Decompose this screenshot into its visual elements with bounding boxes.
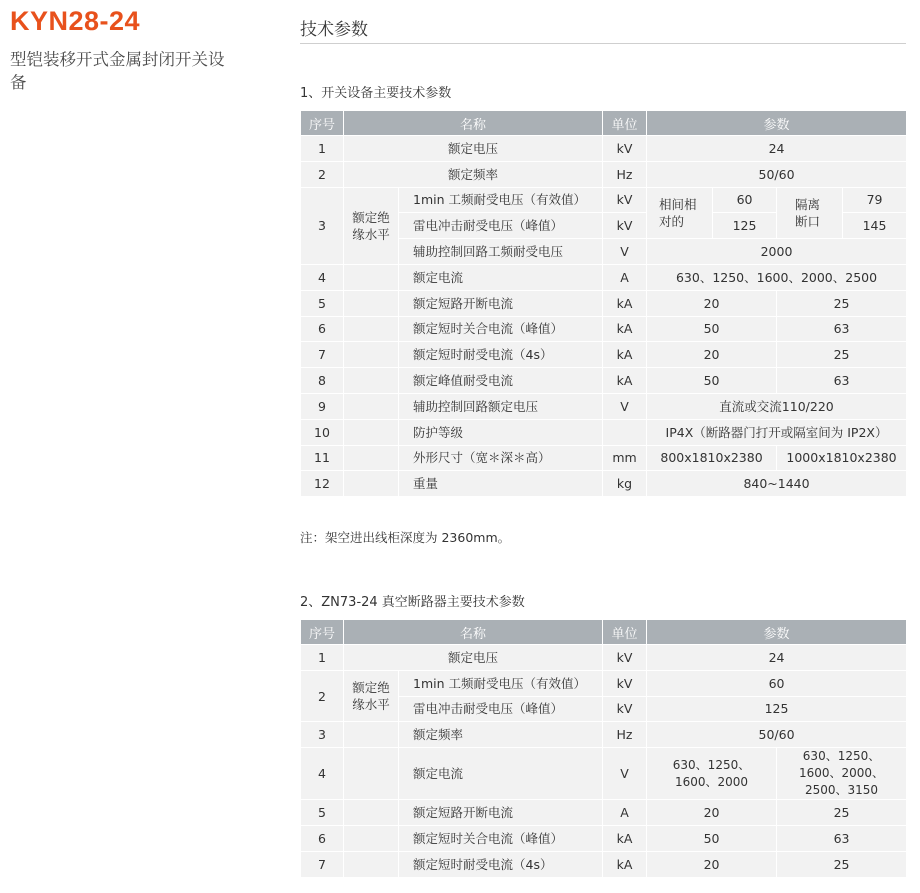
row-no: 9 — [301, 393, 344, 419]
row-no: 12 — [301, 471, 344, 497]
row-unit: kV — [603, 187, 647, 213]
row-value-2: 63 — [777, 316, 907, 342]
row-name: 1min 工频耐受电压（有效值） — [399, 670, 603, 696]
row-no: 2 — [301, 670, 344, 722]
row-value-2: 25 — [777, 290, 907, 316]
row-value-2: 25 — [777, 851, 907, 877]
header-value: 参数 — [647, 620, 907, 645]
row-name: 额定电压 — [344, 645, 603, 671]
header-value: 参数 — [647, 111, 907, 136]
row-name: 额定电流 — [399, 264, 603, 290]
row-name: 防护等级 — [399, 419, 603, 445]
row-value-2: 630、1250、1600、2000、2500、3150 — [777, 748, 907, 800]
row-name: 额定短路开断电流 — [399, 290, 603, 316]
row-name: 额定电压 — [344, 136, 603, 162]
table-row — [301, 264, 907, 290]
table-row — [301, 136, 907, 162]
row-name: 额定短时耐受电流（4s） — [399, 342, 603, 368]
row-name: 额定短时关合电流（峰值） — [399, 825, 603, 851]
product-name: 型铠装移开式金属封闭开关设备 — [10, 50, 225, 92]
title-divider — [300, 43, 906, 44]
row-name: 辅助控制回路工频耐受电压 — [399, 239, 603, 265]
row-name: 外形尺寸（宽＊深＊高） — [399, 445, 603, 471]
row-value-1: 20 — [647, 290, 777, 316]
row-name: 额定峰值耐受电流 — [399, 368, 603, 394]
row-unit: mm — [603, 445, 647, 471]
row-unit: kV — [603, 645, 647, 671]
table-row — [301, 368, 907, 394]
row-no: 5 — [301, 800, 344, 826]
row-unit: A — [603, 264, 647, 290]
phase-value: 125 — [713, 213, 777, 239]
row-no: 11 — [301, 445, 344, 471]
table-row — [301, 851, 907, 877]
phase-label: 相间相对的 — [647, 187, 713, 239]
table-row — [301, 670, 907, 696]
row-unit: kA — [603, 368, 647, 394]
row-no: 1 — [301, 136, 344, 162]
row-value-1: 20 — [647, 342, 777, 368]
table-row — [301, 393, 907, 419]
table-row — [301, 187, 907, 213]
table-row — [301, 290, 907, 316]
row-unit: kA — [603, 851, 647, 877]
breaker-spec-table — [300, 619, 907, 878]
row-value: IP4X（断路器门打开或隔室间为 IP2X） — [647, 419, 907, 445]
row-name: 额定电流 — [399, 748, 603, 800]
row-unit: V — [603, 748, 647, 800]
header-name: 名称 — [344, 111, 603, 136]
row-no: 8 — [301, 368, 344, 394]
header-no: 序号 — [301, 111, 344, 136]
row-value-1: 50 — [647, 825, 777, 851]
row-name: 额定短时关合电流（峰值） — [399, 316, 603, 342]
switchgear-spec-table — [300, 110, 907, 497]
row-value-2: 25 — [777, 342, 907, 368]
table-row — [301, 722, 907, 748]
header-unit: 单位 — [603, 111, 647, 136]
row-value-1: 630、1250、1600、2000 — [647, 748, 777, 800]
table-header-row — [301, 111, 907, 136]
table-row — [301, 316, 907, 342]
row-unit: Hz — [603, 722, 647, 748]
insulation-group-label: 额定绝缘水平 — [344, 670, 399, 722]
row-value-2: 63 — [777, 825, 907, 851]
row-unit: kA — [603, 825, 647, 851]
row-name: 雷电冲击耐受电压（峰值） — [399, 696, 603, 722]
row-unit — [603, 419, 647, 445]
row-no: 4 — [301, 748, 344, 800]
row-unit: V — [603, 239, 647, 265]
product-code: KYN28-24 — [10, 6, 141, 36]
row-name: 额定短时耐受电流（4s） — [399, 851, 603, 877]
table-row — [301, 161, 907, 187]
row-unit: kg — [603, 471, 647, 497]
row-value: 24 — [647, 645, 907, 671]
row-value-2: 25 — [777, 800, 907, 826]
row-unit: A — [603, 800, 647, 826]
row-value-2: 1000x1810x2380 — [777, 445, 907, 471]
table-row — [301, 825, 907, 851]
row-name: 1min 工频耐受电压（有效值） — [399, 187, 603, 213]
row-no: 6 — [301, 316, 344, 342]
row-value: 50/60 — [647, 722, 907, 748]
row-no: 6 — [301, 825, 344, 851]
header-no: 序号 — [301, 620, 344, 645]
row-name: 重量 — [399, 471, 603, 497]
header-unit: 单位 — [603, 620, 647, 645]
phase-value: 60 — [713, 187, 777, 213]
row-no: 2 — [301, 161, 344, 187]
table1-title: 1、开关设备主要技术参数 — [300, 86, 452, 101]
insulation-group-label: 额定绝缘水平 — [344, 187, 399, 264]
row-no: 3 — [301, 187, 344, 264]
row-value: 2000 — [647, 239, 907, 265]
row-name: 雷电冲击耐受电压（峰值） — [399, 213, 603, 239]
row-unit: kV — [603, 136, 647, 162]
row-name: 额定短路开断电流 — [399, 800, 603, 826]
row-value: 24 — [647, 136, 907, 162]
row-value-1: 50 — [647, 316, 777, 342]
isolation-value: 145 — [843, 213, 907, 239]
row-value: 50/60 — [647, 161, 907, 187]
table-row — [301, 471, 907, 497]
row-unit: kV — [603, 670, 647, 696]
table-row — [301, 748, 907, 800]
row-name: 额定频率 — [344, 161, 603, 187]
row-value: 60 — [647, 670, 907, 696]
row-unit: kA — [603, 342, 647, 368]
row-no: 10 — [301, 419, 344, 445]
row-unit: kV — [603, 213, 647, 239]
row-name: 辅助控制回路额定电压 — [399, 393, 603, 419]
row-no: 7 — [301, 851, 344, 877]
table-row — [301, 800, 907, 826]
table-row — [301, 445, 907, 471]
table1-note: 注：架空进出线柜深度为 2360mm。 — [300, 530, 511, 545]
row-value-2: 63 — [777, 368, 907, 394]
row-unit: kA — [603, 316, 647, 342]
table2-title: 2、ZN73-24 真空断路器主要技术参数 — [300, 595, 525, 610]
row-unit: Hz — [603, 161, 647, 187]
row-unit: V — [603, 393, 647, 419]
table-row — [301, 645, 907, 671]
row-unit: kA — [603, 290, 647, 316]
row-value-1: 50 — [647, 368, 777, 394]
table-header-row — [301, 620, 907, 645]
section-title: 技术参数 — [300, 20, 368, 40]
isolation-value: 79 — [843, 187, 907, 213]
row-value: 840~1440 — [647, 471, 907, 497]
row-no: 1 — [301, 645, 344, 671]
header-name: 名称 — [344, 620, 603, 645]
row-value-1: 800x1810x2380 — [647, 445, 777, 471]
row-no: 5 — [301, 290, 344, 316]
row-value-1: 20 — [647, 800, 777, 826]
row-no: 4 — [301, 264, 344, 290]
isolation-label: 隔离断口 — [777, 187, 843, 239]
row-value: 125 — [647, 696, 907, 722]
row-no: 7 — [301, 342, 344, 368]
row-no: 3 — [301, 722, 344, 748]
row-value: 630、1250、1600、2000、2500 — [647, 264, 907, 290]
row-unit: kV — [603, 696, 647, 722]
row-name: 额定频率 — [399, 722, 603, 748]
table-row — [301, 342, 907, 368]
row-value: 直流或交流110/220 — [647, 393, 907, 419]
table-row — [301, 419, 907, 445]
row-value-1: 20 — [647, 851, 777, 877]
